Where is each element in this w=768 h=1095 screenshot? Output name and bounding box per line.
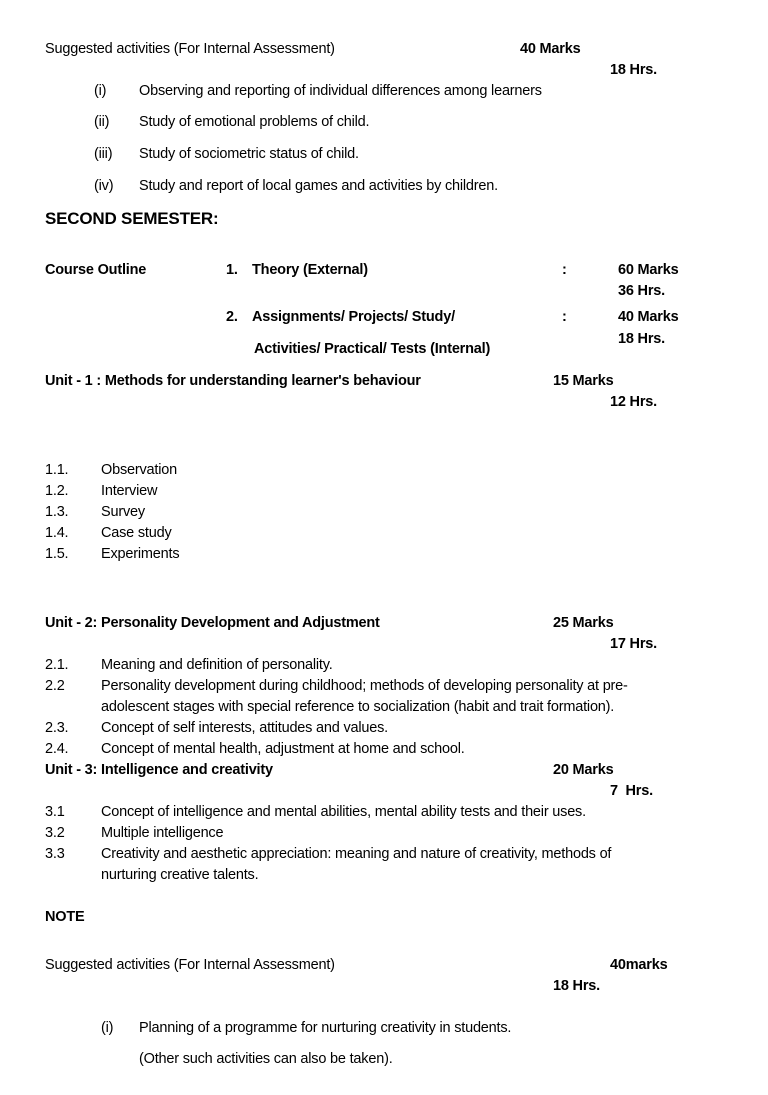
unit-hours: 7 Hrs.	[610, 783, 653, 799]
unit-hours: 17 Hrs.	[610, 636, 657, 652]
topic-text: Concept of mental health, adjustment at home and school.	[101, 741, 465, 757]
topic-text: Experiments	[101, 546, 180, 562]
course-outline-label: Course Outline	[45, 262, 147, 278]
outline-row-marks: 40 Marks	[618, 309, 679, 325]
list-item-text: Planning of a programme for nurturing creativity in students.	[139, 1020, 512, 1036]
topic-text: Creativity and aesthetic appreciation: meaning and nature of creativity, methods of	[101, 846, 612, 862]
semester-title: SECOND SEMESTER:	[45, 209, 219, 228]
section-footer-note: (Other such activities can also be taken).	[139, 1051, 393, 1067]
hours-value: 18 Hrs.	[610, 62, 657, 78]
topic-text: Survey	[101, 504, 145, 520]
list-item-number: (iv)	[94, 178, 114, 194]
list-item-number: (ii)	[94, 114, 110, 130]
topic-text: Concept of self interests, attitudes and values.	[101, 720, 389, 736]
hours-value: 18 Hrs.	[553, 978, 600, 994]
topic-text-continued: adolescent stages with special reference to socialization (habit and trait formation).	[101, 699, 615, 715]
topic-text: Interview	[101, 483, 158, 499]
section-heading: Suggested activities (For Internal Assessment)	[45, 41, 335, 57]
marks-value: 40marks	[610, 957, 668, 973]
unit-title: Unit - 2: Personality Development and Adjustment	[45, 615, 380, 631]
list-item-text: Observing and reporting of individual differences among learners	[139, 83, 542, 99]
list-item-text: Study and report of local games and activities by children.	[139, 178, 498, 194]
marks-value: 40 Marks	[520, 41, 581, 57]
outline-row-text: Assignments/ Projects/ Study/	[252, 309, 455, 325]
unit-title: Unit - 3: Intelligence and creativity	[45, 762, 273, 778]
topic-text: Multiple intelligence	[101, 825, 224, 841]
outline-row-number: 2.	[226, 309, 238, 325]
outline-row-colon: :	[562, 262, 567, 278]
unit-marks: 25 Marks	[553, 615, 614, 631]
topic-text: Concept of intelligence and mental abilities, mental ability tests and their uses.	[101, 804, 586, 820]
topic-number: 1.2.	[45, 483, 69, 499]
topic-number: 3.2	[45, 825, 65, 841]
unit-title: Unit - 1 : Methods for understanding learner's behaviour	[45, 373, 421, 389]
topic-number: 2.3.	[45, 720, 69, 736]
outline-row-colon: :	[562, 309, 567, 325]
list-item-number: (iii)	[94, 146, 113, 162]
topic-number: 3.1	[45, 804, 65, 820]
topic-number: 1.4.	[45, 525, 69, 541]
topic-text: Case study	[101, 525, 172, 541]
outline-row-hours: 36 Hrs.	[618, 283, 665, 299]
outline-row-text: Theory (External)	[252, 262, 368, 278]
section-heading: Suggested activities (For Internal Assessment)	[45, 957, 335, 973]
topic-number: 1.5.	[45, 546, 69, 562]
list-item-number: (i)	[101, 1020, 114, 1036]
note-label: NOTE	[45, 909, 85, 925]
topic-number: 2.1.	[45, 657, 69, 673]
list-item-number: (i)	[94, 83, 107, 99]
outline-row-hours: 18 Hrs.	[618, 331, 665, 347]
outline-row-number: 1.	[226, 262, 238, 278]
unit-marks: 15 Marks	[553, 373, 614, 389]
topic-text: Meaning and definition of personality.	[101, 657, 333, 673]
topic-number: 2.4.	[45, 741, 69, 757]
unit-hours: 12 Hrs.	[610, 394, 657, 410]
topic-number: 2.2	[45, 678, 65, 694]
outline-row-marks: 60 Marks	[618, 262, 679, 278]
topic-number: 3.3	[45, 846, 65, 862]
list-item-text: Study of emotional problems of child.	[139, 114, 370, 130]
list-item-text: Study of sociometric status of child.	[139, 146, 359, 162]
outline-row-text-continued: Activities/ Practical/ Tests (Internal)	[254, 341, 491, 357]
topic-text: Personality development during childhood; methods of developing personality at pre-	[101, 678, 628, 694]
unit-marks: 20 Marks	[553, 762, 614, 778]
topic-number: 1.1.	[45, 462, 69, 478]
topic-text-continued: nurturing creative talents.	[101, 867, 259, 883]
topic-number: 1.3.	[45, 504, 69, 520]
topic-text: Observation	[101, 462, 177, 478]
